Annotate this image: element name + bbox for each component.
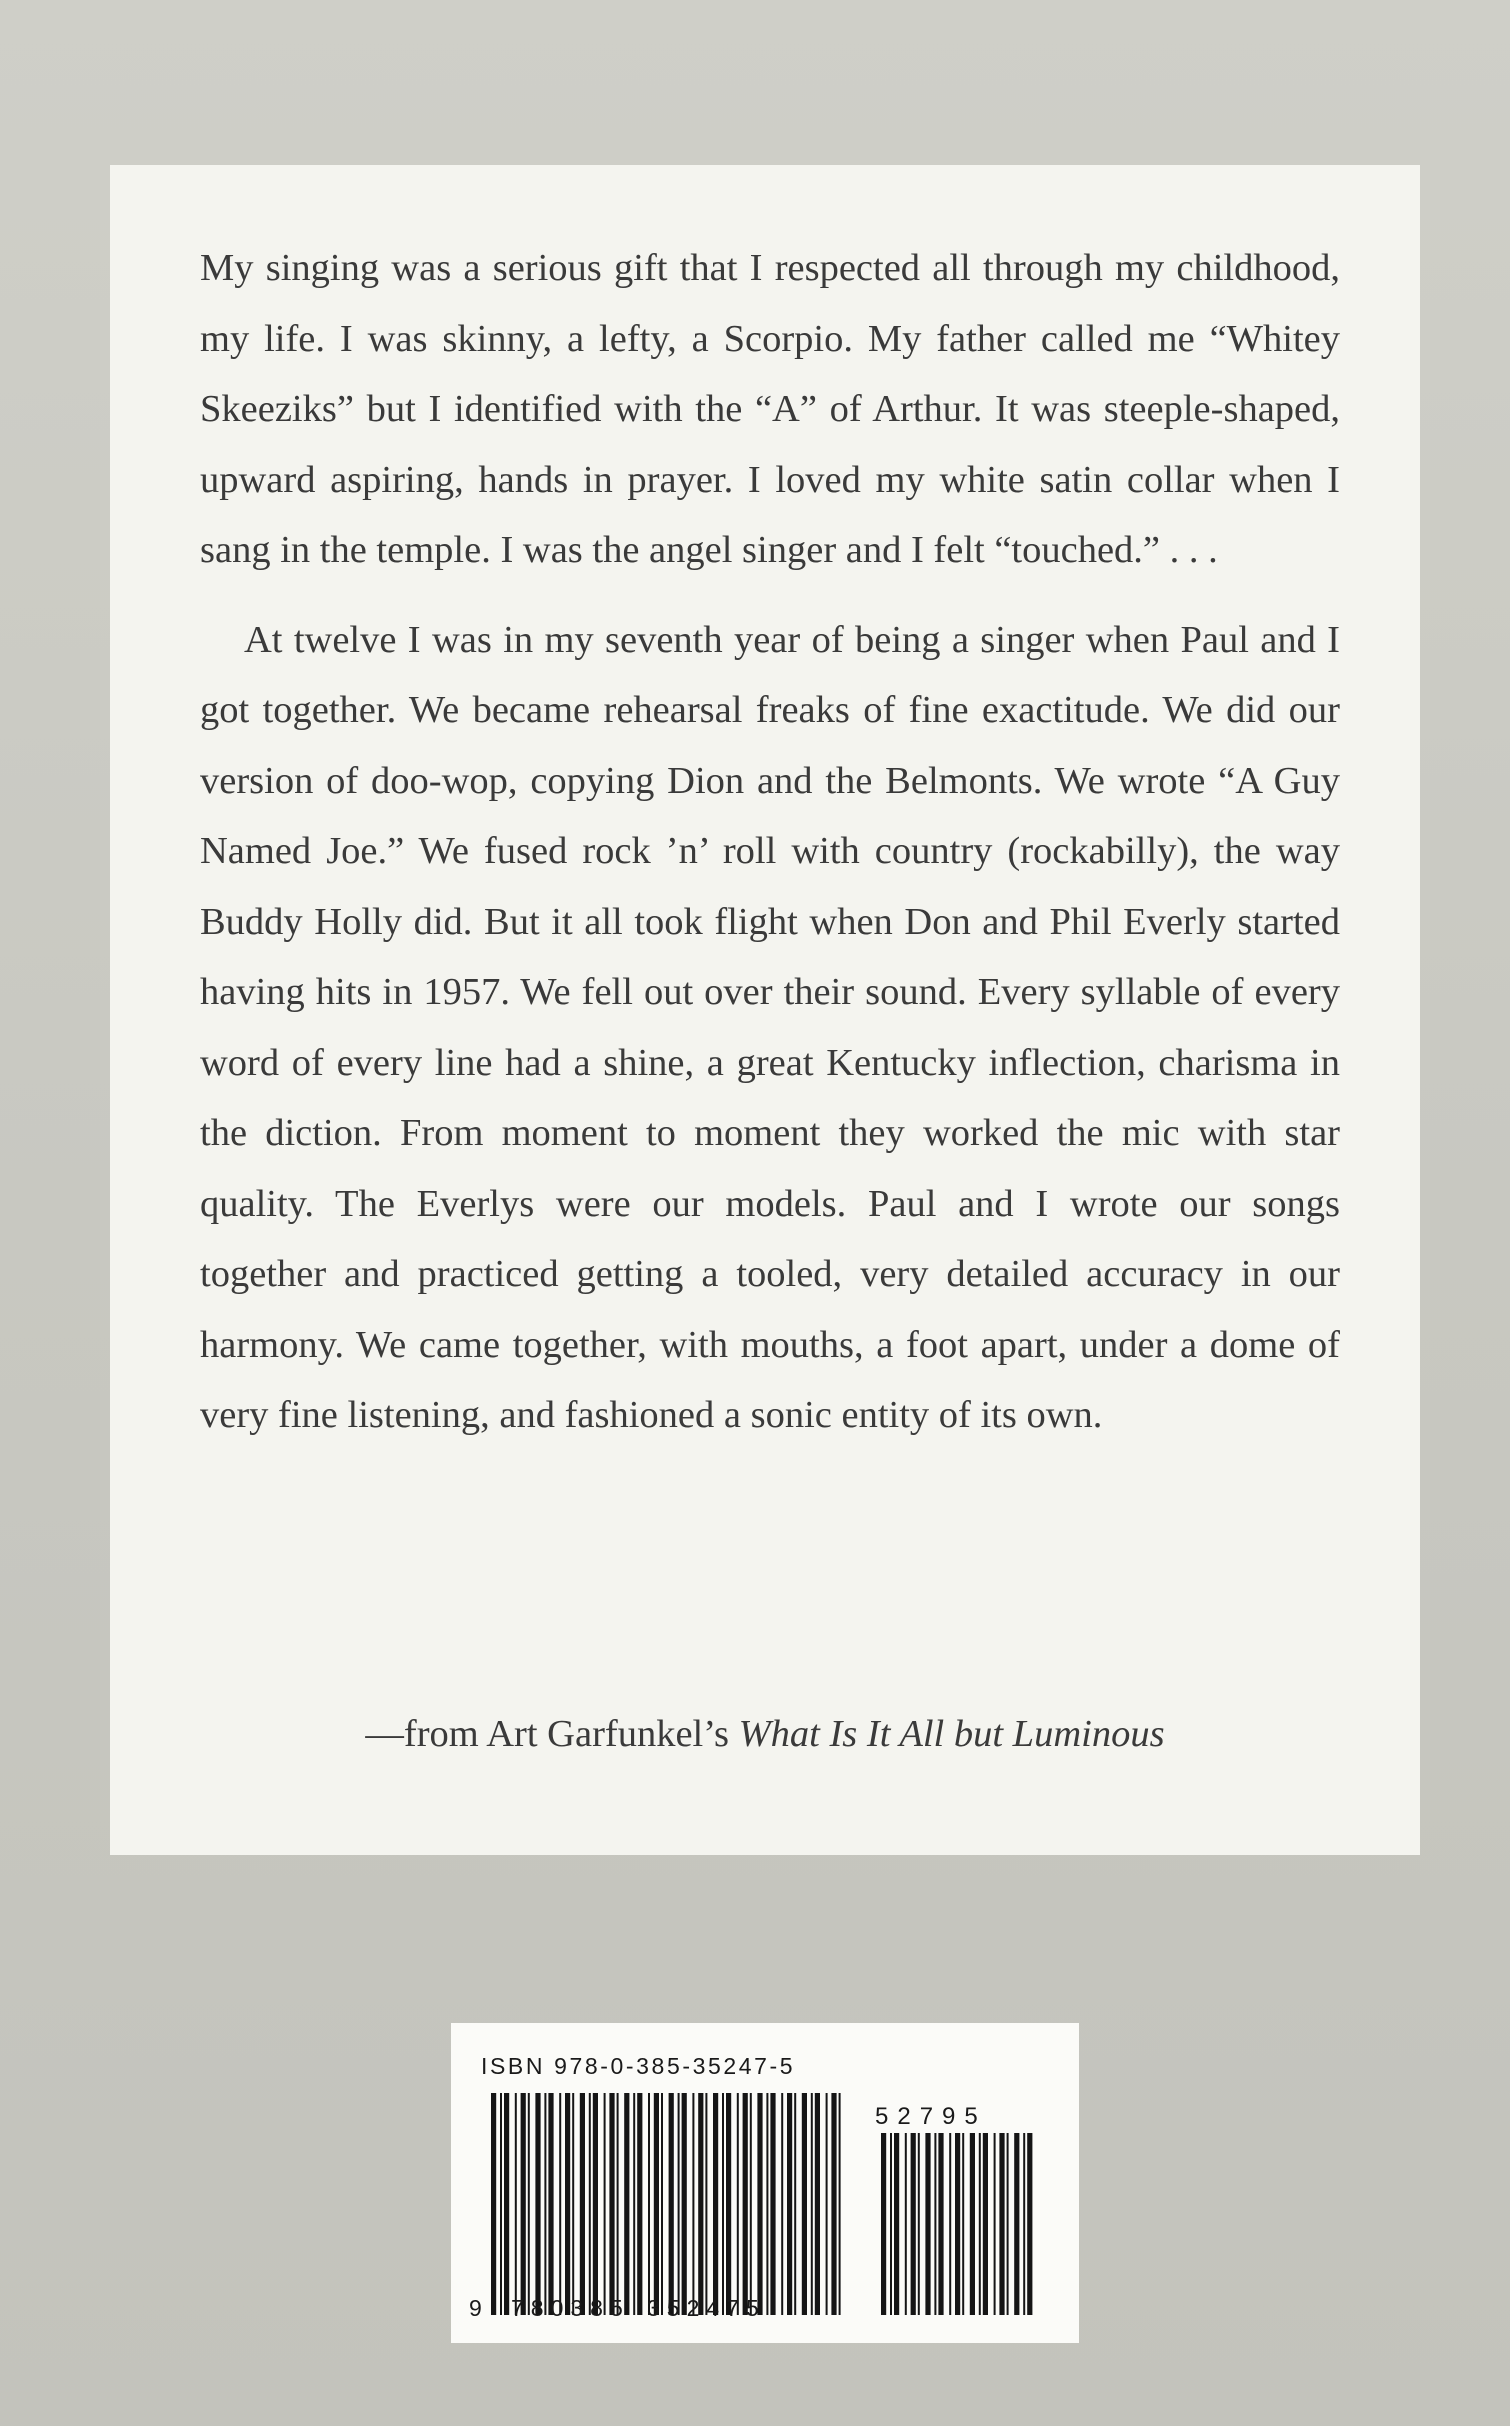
barcode-bar [726,2093,731,2315]
barcode-bar [970,2133,975,2315]
barcode-bar [559,2093,561,2315]
barcode-bar [949,2133,951,2315]
barcode-bar [589,2093,591,2315]
barcode-bar [580,2093,585,2315]
excerpt-paragraph-2: At twelve I was in my seventh year of being a singer when Paul and I got together. We became rehearsal freaks of fine exactitude. We did our version of doo-wop, copying Dion and the Belmonts. We wrote “A Guy Named Joe.” We fused rock ’n’ roll with country (rockabilly), the way Buddy Holly did. But it all took flight when Don and Phil Everly started having hits in 1957. We fell out over their sound. Every syllable of every word of every line had a shine, a great Kentucky inflection, charisma in the diction. From moment to moment they worked the mic with star quality. The Everlys were our models. Paul and I wrote our songs together and practiced getting a tooled, very detailed accuracy in our harmony. We came together, with mouths, a foot apart, under a dome of very fine listening, and fashioned a sonic entity of its own. [200,618,1340,1436]
barcode-bar [815,2093,820,2315]
barcode-bar [781,2093,783,2315]
barcode-bar [1023,2133,1025,2315]
barcode-bar [911,2133,916,2315]
barcode-bar [894,2133,899,2315]
barcode-right-digits: 352475 [647,2295,766,2321]
barcode-bar [637,2093,642,2315]
barcode-bar [881,2133,886,2315]
barcode-bar [999,2133,1004,2315]
barcode-bar [757,2093,762,2315]
barcode-bar [565,2093,570,2315]
price-code: 52795 [875,2103,987,2130]
barcode-bar [669,2093,674,2315]
attribution-line [110,1712,1420,1756]
barcode-bar [692,2093,694,2315]
isbn-number: ISBN 978-0-385-35247-5 [481,2053,796,2079]
barcode-bar [934,2133,936,2315]
excerpt-paragraph-1: My singing was a serious gift that I respected all through my childhood, my life. I was skinny, a lefty, a Scorpio. My father called me “Whitey Skeeziks” but I identified with the “A” of Arthur. It was steeple-shaped, upward aspiring, hands in prayer. I loved my white satin collar when I sang in the temple. I was the angel singer and I felt “touched.” . . . [200,247,1340,571]
barcode-bar [737,2093,739,2315]
barcode-bar [654,2093,659,2315]
barcode-bar [955,2133,960,2315]
barcode-bar [1027,2133,1032,2315]
barcode-bar [504,2093,509,2315]
barcode-bar [905,2133,907,2315]
barcode-bar [787,2093,792,2315]
barcode-bar [535,2093,540,2315]
barcode-bar [770,2093,775,2315]
barcode-bar [521,2093,526,2315]
barcode-bar [839,2093,841,2315]
barcode-bar [794,2093,796,2315]
barcode-bar [624,2093,629,2315]
barcode-bar [698,2093,703,2315]
attribution-prefix: —from Art Garfunkel’s [365,1713,739,1755]
barcode-left-digits: 780385 [511,2295,630,2321]
barcode-bar [633,2093,635,2315]
barcode-bar [593,2093,598,2315]
barcode-bar [491,2093,496,2315]
barcode-bar [609,2093,614,2315]
excerpt-text [200,233,1340,1451]
barcode-bar [983,2133,988,2315]
barcode-bar [766,2093,768,2315]
barcode-bar [750,2093,752,2315]
barcode-label [451,2023,1079,2343]
book-title: What Is It All but Luminous [738,1713,1165,1755]
barcode-bar [528,2093,530,2315]
barcode-bar [1014,2133,1019,2315]
barcode-bar [890,2133,892,2315]
barcode-bar [515,2093,517,2315]
excerpt-panel [110,165,1420,1855]
barcode-bar [705,2093,707,2315]
barcode-bar [831,2093,836,2315]
barcode-bar [713,2093,718,2315]
barcode-bar [648,2093,650,2315]
barcode-bar [743,2093,748,2315]
barcode-bar [604,2093,606,2315]
barcode-bar [918,2133,920,2315]
barcode-bar [802,2093,807,2315]
barcode-bar [572,2093,574,2315]
barcode-bar [661,2093,663,2315]
barcode-bar [722,2093,724,2315]
barcode-bar [811,2093,813,2315]
barcode-bar [500,2093,502,2315]
barcode-bar [962,2133,964,2315]
barcode-bar [1007,2133,1009,2315]
barcode-bar [979,2133,981,2315]
barcode-bar [826,2093,828,2315]
barcode-bar [617,2093,619,2315]
barcode-lead-digit: 9 [469,2295,482,2321]
barcode-bar [925,2133,930,2315]
barcode-bar [678,2093,680,2315]
barcode-bar [994,2133,996,2315]
barcode-bar [682,2093,687,2315]
barcode-bar [544,2093,546,2315]
barcode-bar [938,2133,943,2315]
barcode-bar [548,2093,553,2315]
